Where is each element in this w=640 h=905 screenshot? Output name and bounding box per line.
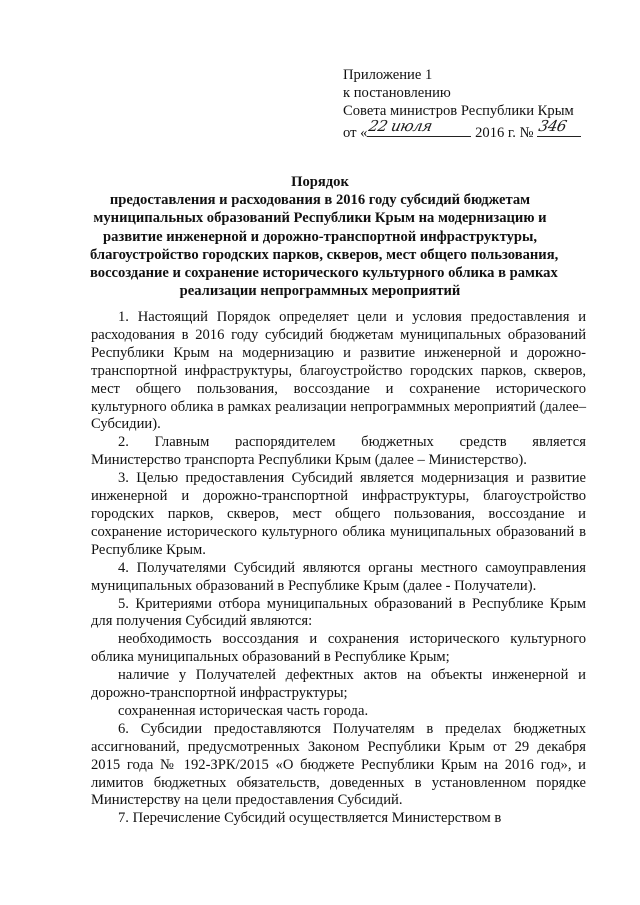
paragraph-3: 3. Целью предоставления Субсидий является модернизация и развитие инженерной и дорожно-транспортной инфраструктуры, благоустройство городских парков, скверов, мест общего пользования, воссоздание и сохранение исторического культурного облика муниципальных образований в Республике Крым. — [91, 470, 586, 558]
p2-word: распорядителем — [235, 434, 336, 451]
number-field — [537, 117, 581, 137]
annex-line-3: Совета министров Республики Крым — [343, 103, 574, 119]
title-line-4: развитие инженерной и дорожно-транспортной инфраструктуры, — [102, 228, 538, 245]
title-line-2: предоставления и расходования в 2016 году субсидий бюджетам — [109, 192, 531, 209]
title-line-5: благоустройство городских парков, скверов, мест общего пользования, — [90, 246, 559, 263]
date-prefix: от « — [343, 125, 368, 141]
paragraph-4: 4. Получателями Субсидий являются органы местного самоуправления муниципальных образований в Республике Крым (далее - Получатели). — [91, 559, 586, 594]
p2-word: является — [532, 434, 586, 451]
annex-line-2: к постановлению — [343, 85, 451, 101]
title-line-6: воссоздание и сохранение исторического культурного облика в рамках — [90, 265, 558, 282]
title-line-7: реализации непрограммных мероприятий — [179, 283, 461, 300]
title-line-3: муниципальных образований Республики Крым на модернизацию и — [93, 210, 547, 227]
title-line-1: Порядок — [291, 174, 349, 190]
paragraph-6: 6. Субсидии предоставляются Получателям в пределах бюджетных ассигнований, предусмотренных Законом Республики Крым от 29 декабря 2015 года № 192-ЗРК/2015 «О бюджете Республики Крым на 2016 год», и лимитов бюджетных обязательств, доведенных в установленном порядке Министерству на цели предоставления Субсидий. — [91, 720, 586, 809]
handwritten-date: 22 июля — [367, 117, 435, 135]
paragraph-5c: сохраненная историческая часть города. — [118, 702, 369, 719]
p2-word: 2. — [118, 434, 129, 451]
document-body — [91, 309, 586, 828]
p2-word: бюджетных — [361, 434, 434, 451]
document-title — [90, 173, 559, 300]
paragraph-2-rest: Министерство транспорта Республики Крым (далее – Министерство). — [91, 452, 527, 469]
p2-word: средств — [459, 434, 507, 451]
p2-word: Главным — [154, 434, 210, 451]
paragraph-7: 7. Перечисление Субсидий осуществляется Министерством в — [118, 810, 502, 827]
annex-line-1: Приложение 1 — [343, 67, 433, 83]
date-field — [367, 117, 471, 137]
paragraph-5: 5. Критериями отбора муниципальных образований в Республике Крым для получения Субсидий являются: — [91, 595, 586, 630]
paragraph-5b: наличие у Получателей дефектных актов на объекты инженерной и дорожно-транспортной инфраструктуры; — [91, 667, 586, 702]
annex-header — [343, 66, 613, 142]
paragraph-2-first-line — [91, 434, 586, 452]
handwritten-number: 346 — [537, 117, 569, 135]
paragraph-5a: необходимость воссоздания и сохранения исторического культурного облика муниципальных образований в Республике Крым; — [91, 631, 586, 666]
date-year: 2016 г. № — [475, 125, 534, 141]
paragraph-1: 1. Настоящий Порядок определяет цели и условия предоставления и расходования в 2016 году субсидий бюджетам муниципальных образований Республики Крым на модернизацию и развитие инженерной и дорожно-транспортной инфраструктуры, благоустройство городских парков, скверов, мест общего пользования, воссоздание и сохранение исторического культурного облика в рамках реализации непрограммных мероприятий (далее–Субсидии). — [91, 309, 586, 433]
annex-date-line — [343, 117, 613, 142]
